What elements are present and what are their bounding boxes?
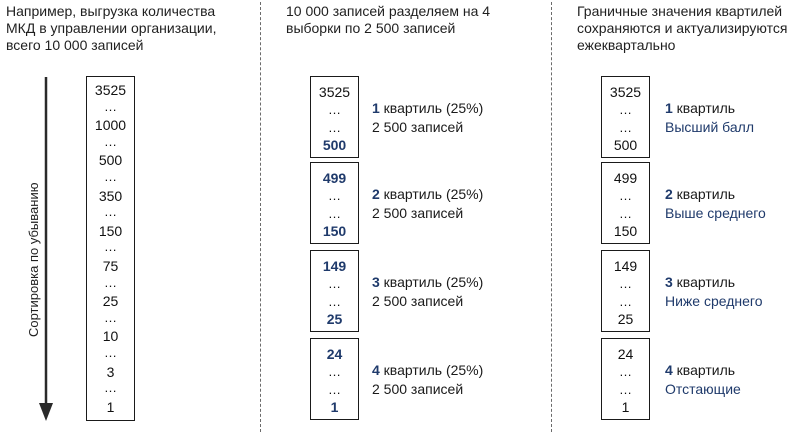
quartile-name: Высший балл bbox=[665, 119, 754, 135]
value-item: 3 bbox=[106, 363, 115, 380]
ellipsis: … bbox=[619, 120, 632, 135]
range-bottom: 500 bbox=[322, 137, 347, 153]
record-count: 2 500 записей bbox=[372, 293, 464, 309]
ellipsis: … bbox=[328, 364, 341, 379]
quartile-text: квартиль bbox=[672, 100, 736, 116]
value-item: 1 bbox=[106, 398, 115, 415]
value-item: 350 bbox=[98, 187, 123, 204]
range-bottom: 1 bbox=[330, 399, 339, 415]
quartile-box-3 bbox=[310, 250, 359, 332]
value-item: 10 bbox=[102, 328, 119, 345]
quartile-text: квартиль bbox=[672, 362, 736, 378]
range-top: 24 bbox=[326, 346, 343, 362]
range-top: 3525 bbox=[318, 84, 351, 100]
quartile-label-4 bbox=[665, 361, 735, 379]
ellipsis: … bbox=[104, 309, 117, 325]
ellipsis: … bbox=[104, 345, 117, 360]
ellipsis: … bbox=[328, 120, 341, 135]
ellipsis: … bbox=[619, 294, 632, 309]
ellipsis: … bbox=[104, 204, 117, 220]
divider-right bbox=[551, 2, 552, 432]
range-top: 149 bbox=[613, 258, 638, 274]
quartile-number: 3 bbox=[665, 274, 673, 290]
ellipsis: … bbox=[619, 102, 632, 117]
col3-caption: Граничные значения квартилей сохраняются и актуализируются ежеквартально bbox=[577, 3, 788, 53]
value-item: 3525 bbox=[94, 82, 127, 98]
quartile-label-3 bbox=[372, 273, 483, 291]
value-item: 1000 bbox=[94, 117, 127, 134]
quartile-label-3 bbox=[665, 273, 735, 291]
col2-caption: 10 000 записей разделяем на 4 выборки по 2 500 записей bbox=[286, 3, 491, 36]
ellipsis: … bbox=[328, 276, 341, 291]
ellipsis: … bbox=[328, 382, 341, 397]
quartile-number: 1 bbox=[372, 100, 380, 116]
ellipsis: … bbox=[619, 364, 632, 379]
quartile-name: Ниже среднего bbox=[665, 293, 763, 309]
quartile-box-2 bbox=[601, 162, 650, 244]
range-bottom: 25 bbox=[617, 311, 634, 327]
sort-label: Сортировка по убыванию bbox=[26, 182, 41, 337]
quartile-label-2 bbox=[665, 185, 735, 203]
range-bottom: 150 bbox=[322, 223, 347, 239]
ellipsis: … bbox=[619, 276, 632, 291]
divider-left bbox=[260, 2, 261, 432]
ellipsis: … bbox=[104, 274, 117, 290]
range-bottom: 25 bbox=[326, 311, 343, 327]
ellipsis: … bbox=[104, 133, 117, 149]
value-item: 25 bbox=[102, 293, 119, 310]
quartile-number: 4 bbox=[665, 362, 673, 378]
quartile-name: Отстающие bbox=[665, 381, 741, 397]
quartile-text: квартиль (25%) bbox=[379, 362, 484, 378]
quartile-box-3 bbox=[601, 250, 650, 332]
range-bottom: 500 bbox=[613, 137, 638, 153]
ellipsis: … bbox=[104, 98, 117, 114]
ellipsis: … bbox=[104, 380, 117, 396]
full-values-box bbox=[86, 76, 135, 421]
ellipsis: … bbox=[104, 239, 117, 255]
quartile-box-2 bbox=[310, 162, 359, 244]
ellipsis: … bbox=[328, 206, 341, 221]
range-top: 24 bbox=[617, 346, 634, 362]
record-count: 2 500 записей bbox=[372, 119, 464, 135]
quartile-box-4 bbox=[601, 338, 650, 420]
quartile-box-1 bbox=[310, 76, 359, 158]
range-top: 149 bbox=[322, 258, 347, 274]
range-bottom: 150 bbox=[613, 223, 638, 239]
value-item: 75 bbox=[102, 258, 119, 274]
quartile-text: квартиль bbox=[672, 274, 736, 290]
quartile-label-2 bbox=[372, 185, 483, 203]
range-top: 3525 bbox=[609, 84, 642, 100]
ellipsis: … bbox=[104, 169, 117, 184]
range-top: 499 bbox=[613, 170, 638, 186]
quartile-text: квартиль bbox=[672, 186, 736, 202]
quartile-number: 3 bbox=[372, 274, 380, 290]
quartile-box-4 bbox=[310, 338, 359, 420]
quartile-text: квартиль (25%) bbox=[379, 186, 484, 202]
quartile-label-4 bbox=[372, 361, 483, 379]
quartile-label-1 bbox=[665, 99, 735, 117]
quartile-number: 1 bbox=[665, 100, 673, 116]
ellipsis: … bbox=[619, 382, 632, 397]
ellipsis: … bbox=[328, 294, 341, 309]
ellipsis: … bbox=[328, 102, 341, 117]
value-item: 150 bbox=[98, 222, 123, 239]
range-bottom: 1 bbox=[621, 399, 630, 415]
quartile-number: 2 bbox=[372, 186, 380, 202]
quartile-number: 4 bbox=[372, 362, 380, 378]
quartile-number: 2 bbox=[665, 186, 673, 202]
record-count: 2 500 записей bbox=[372, 205, 464, 221]
col1-caption: Например, выгрузка количества МКД в управлении организации, всего 10 000 записей bbox=[6, 3, 217, 53]
quartile-text: квартиль (25%) bbox=[379, 100, 484, 116]
ellipsis: … bbox=[328, 188, 341, 203]
record-count: 2 500 записей bbox=[372, 381, 464, 397]
value-item: 500 bbox=[98, 152, 123, 169]
range-top: 499 bbox=[322, 170, 347, 186]
quartile-name: Выше среднего bbox=[665, 205, 766, 221]
quartile-box-1 bbox=[601, 76, 650, 158]
quartile-text: квартиль (25%) bbox=[379, 274, 484, 290]
ellipsis: … bbox=[619, 188, 632, 203]
quartile-label-1 bbox=[372, 99, 483, 117]
ellipsis: … bbox=[619, 206, 632, 221]
